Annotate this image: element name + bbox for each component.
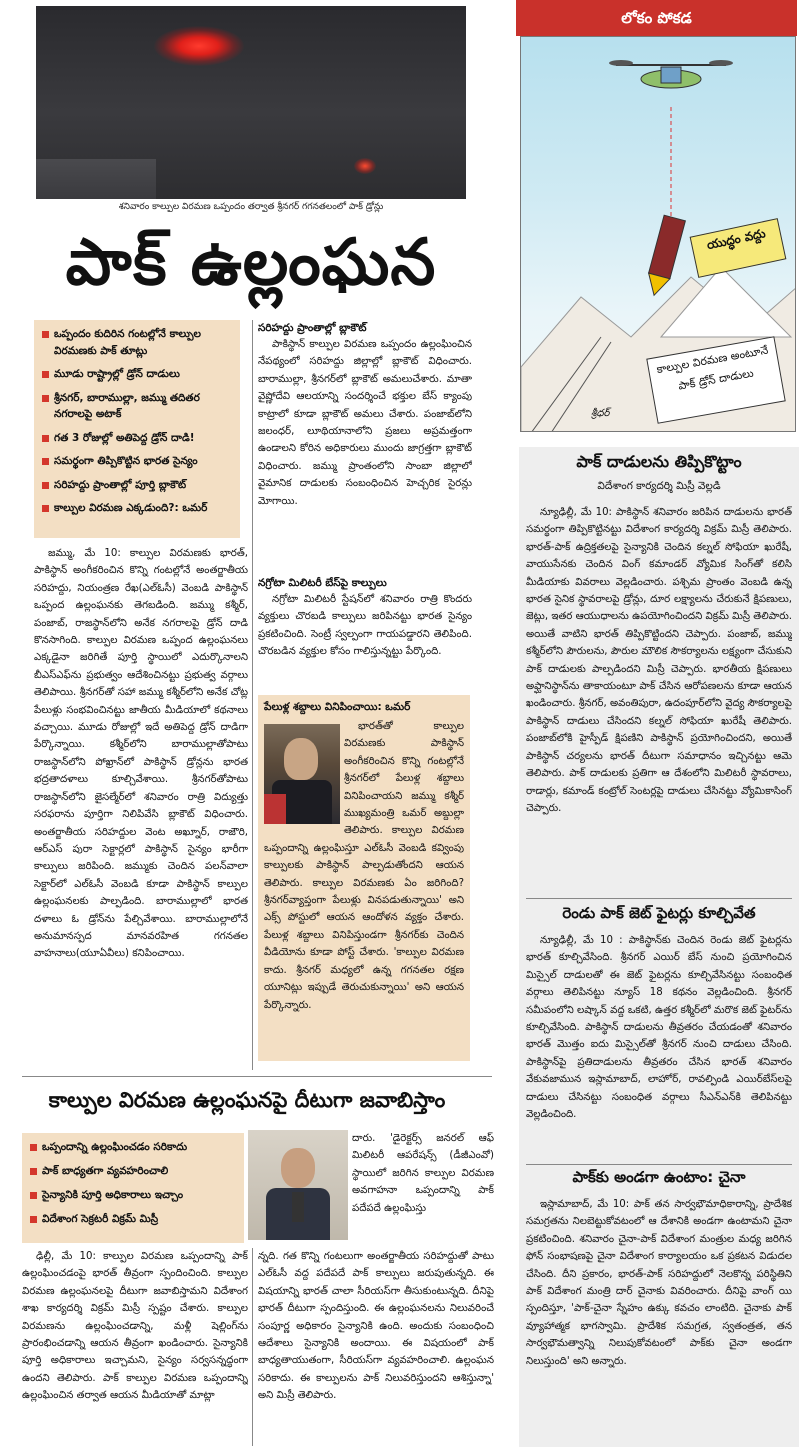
divider bbox=[526, 1164, 792, 1165]
china-body: ఇస్లామాబాద్, మే 10: పాక్ తన సార్వభౌమాధికారాన్ని, ప్రాదేశిక సమగ్రతను నిలబెట్టుకోవటంలో ఆ దేశానికి అండగా ఉంటామని చైనా ప్రకటించింది. శనివారం చైనా-పాక్ విదేశాంగ మంత్రుల మధ్య జరిగిన ఫోన్ సంభాషణపై చైనా విదేశాంగ కార్యాలయం ఒక ప్రకటన విడుదల చేసింది. దీని ప్రకారం, భారత్-పాక్ సరిహద్దులో నెలకొన్న పరిస్థితిని పాక్ విదేశాంగ మంత్రి దార్ చైనాకు వివరించారు. దీనిపై వాంగ్ యి స్పందిస్తూ, 'పాక్-చైనా స్నేహం ఉక్కు కవచం లాంటిది. చైనాకు పాక్ వ్యూహాత్మక భాగస్వామి. ప్రాదేశిక సమగ్రత, స్వతంత్రత, తన సార్వభౌమత్వాన్ని నిలుపుకోవటంలో పాక్‌కు చైనా అండగా నిలుస్తుంది' అని అన్నారు. bbox=[526, 1199, 792, 1367]
bottom-highlight-item: పాక్ బాధ్యతగా వ్యవహరించాలి bbox=[28, 1163, 238, 1179]
bottom-highlights-box bbox=[22, 1133, 244, 1243]
divider bbox=[22, 1076, 492, 1077]
bottom-highlight-item: విదేశాంగ సెక్రటరీ విక్రమ్ మిస్రీ bbox=[28, 1211, 238, 1227]
main-story-body: జమ్ము, మే 10: కాల్పుల విరమణకు భారత్, పాకిస్థాన్ అంగీకరించిన కొన్ని గంటల్లోనే అంతర్జాతీయ సరిహద్దు, నియంత్రణ రేఖ(ఎల్ఓసీ) వెంబడి పాకిస్థాన్ ఒప్పంద ఉల్లంఘనకు తెగబడింది. జమ్ము కశ్మీర్, పంజాబ్, రాజస్థాన్‌లోని అనేక నగరాలపై డ్రోన్ దాడి కొనసాగింది. కాల్పుల విరమణ ఒప్పంద ఉల్లంఘనలు ఎక్కడైనా జరిగితే పూర్తి స్థాయిలో ఎదుర్కొనాలని బీఎస్ఎఫ్‌ను ప్రభుత్వం ఆదేశించినట్టు ప్రభుత్వ వర్గాలు తెలిపాయి. శ్రీనగర్‌తో సహా జమ్ము కశ్మీర్‌లోని అనేక చోట్ల పేలుళ్లు సంభవించినట్టు జాతీయ మీడియాలో కథనాలు వచ్చాయి. మూడు రోజుల్లో ఇదే అతిపెద్ద డ్రోన్ దాడిగా పేర్కొన్నాయి. కశ్మీర్‌లోని బారాముల్లాతోపాటు రాజస్థాన్‌లోని పోఖ్రాన్‌లో పాకిస్థాన్ డ్రోన్లను భారత భద్రతాదళాలు కూల్చివేశాయి. శ్రీనగర్‌తోపాటు రాజస్థాన్‌లోని జైసల్మేర్‌లో శనివారం రాత్రి విద్యుత్తు సరఫరాను పూర్తిగా నిలిపివేసి బ్లాకౌట్ విధించారు. అంతర్జాతీయ సరిహద్దుల వెంట అఖ్నూర్, రాజౌరి, ఆర్ఎస్ పురా సెక్టార్లలో పాకిస్థాన్ సైన్యం భారీగా కాల్పులు జరిపింది. జమ్ముకు చెందిన పలన్‌వాలా సెక్టార్‌లో ఎల్ఓసీ వెంబడి కూడా పాకిస్థాన్ కాల్పుల ఉల్లంఘనలకు పాల్పడింది. బారాముల్లాలో భారత దళాలు ఓ డ్రోన్‌ను పేల్చివేశాయి. బారాముల్లాలోనే అనుమానస్పద మానవరహిత గగనతల వాహనాలు(యూఏవీలు) కనిపించాయి. bbox=[34, 548, 248, 960]
bottom-right-top-text: దారు. 'డైరెక్టర్స్ జనరల్ ఆఫ్ మిలిటరీ ఆపరేషన్స్ (డీజీఎంవో) స్థాయిలో జరిగిన కాల్పుల విరమణ అవగాహనా ఒప్పందాన్ని పాక్ పదేపదే ఉల్లంఘిస్తు bbox=[352, 1133, 494, 1214]
nagrota-subhead: నగ్రోటా మిలిటరీ బేస్‌పై కాల్పులు bbox=[258, 577, 387, 589]
bottom-headline: కాల్పుల విరమణ ఉల్లంఘనపై దీటుగా జవాబిస్తాం bbox=[48, 1088, 446, 1112]
bottom-left-body: ఢిల్లీ, మే 10: కాల్పుల విరమణ ఒప్పందాన్ని పాక్ ఉల్లంఘించడంపై భారత్ తీవ్రంగా స్పందించింది. కాల్పుల విరమణ ఉల్లంఘనలపై దీటుగా జవాబిస్తామని విదేశాంగ శాఖ కార్యదర్శి విక్రమ్ మిస్రీ స్పష్టం చేశారు. కాల్పుల విరమణను ఉల్లంఘించడాన్ని, మళ్లీ షెల్లింగ్‌ను ప్రారంభించడాన్ని ఆయన తీవ్రంగా ఖండించారు. సైన్యానికి పూర్తి అధికారాలు ఇచ్చామని, సైన్యం సర్వసన్నద్ధంగా ఉందని తెలిపారు. పాక్ కాల్పుల విరమణ ఒప్పందాన్ని ఉల్లంఘించిన తర్వాత ఆయన మీడియాతో మాట్లా bbox=[22, 1251, 248, 1402]
bottom-story-top-right bbox=[352, 1130, 494, 1242]
misri-photo bbox=[248, 1130, 348, 1240]
china-story bbox=[526, 1196, 792, 1446]
omar-body: భారత్‌తో కాల్పుల విరమణకు పాకిస్థాన్ అంగీకరించిన కొన్ని గంటల్లోనే శ్రీనగర్‌లో పేలుళ్ల శబ్దాలు వినిపించాయని జమ్ము కశ్మీర్ ముఖ్యమంత్రి ఒమర్ అబ్దుల్లా తెలిపారు. కాల్పుల విరమణ ఒప్పందాన్ని ఉల్లంఘిస్తూ ఎల్ఓసీ వెంబడి కవ్వింపు కాల్పులకు పాకిస్థాన్ పాల్పడుతోందని ఆయన తెలిపారు. కాల్పుల విరమణకు ఏం జరిగింది? శ్రీనగర్‌వ్యాప్తంగా పేలుళ్లు వినపడుతున్నాయి' అని ఎక్స్ పోస్టులో ఆయన ఆందోళన వ్యక్తం చేశారు. పేలుళ్ల శబ్దాలు వినిపిస్తుండగా శ్రీనగర్‌కు చెందిన వీడియోను కూడా పోస్ట్ చేశారు. 'కాల్పుల విరమణ కాదు. శ్రీనగర్ మధ్యలో ఉన్న గగనతల రక్షణ యూనిట్లు ఇప్పుడే తెరుచుకున్నాయి' అని ఆయన పేర్కొన్నారు. bbox=[264, 721, 464, 1011]
main-headline: పాక్ ఉల్లంఘన bbox=[65, 225, 437, 300]
highlight-item: శ్రీనగర్, బారాముల్లా, జమ్ము తదితర నగరాలపై అటాక్ bbox=[40, 390, 234, 423]
bottom-story-right bbox=[258, 1248, 494, 1448]
cartoon-panel bbox=[520, 36, 796, 432]
bottom-highlight-item: సైన్యానికి పూర్తి అధికారాలు ఇచ్చాం bbox=[28, 1187, 238, 1203]
highlight-item: కాల్పుల విరమణ ఎక్కడుంది?: ఒమర్ bbox=[40, 500, 234, 517]
repel-story bbox=[526, 504, 792, 894]
blackout-subhead: సరిహద్దు ప్రాంతాల్లో బ్లాకౌట్ bbox=[258, 322, 367, 334]
nagrota-body: నగ్రోటా మిలిటరీ స్టేషన్‌లో శనివారం రాత్రి కొందరు వ్యక్తులు చొరబడి కాల్పులు జరిపినట్టు భారత సైన్యం ప్రకటించింది. సెంట్రీ స్వల్పంగా గాయపడ్డారని తెలిపింది. చొరబడిన వ్యక్తుల కోసం గాలిస్తున్నట్టు పేర్కొంది. bbox=[258, 594, 472, 658]
blackout-body: పాకిస్థాన్ కాల్పుల విరమణ ఒప్పందం ఉల్లంఘించిన నేపథ్యంలో సరిహద్దు జిల్లాల్లో బ్లాకౌట్ విధించారు. బారాముల్లా, శ్రీనగర్‌లో బ్లాకౌట్ అమలుచేశారు. మాతా వైష్ణోదేవి ఆలయాన్ని సందర్శించే భక్తుల బేస్ క్యాంపు కాట్రాలో కూడా బ్లాకౌట్ అమలు చేశారు. పంజాబ్‌లోని జలంధర్, లూథియానాలోని ప్రజలు అప్రమత్తంగా ఉండాలని కోరిన అధికారులు ముందు జాగ్రత్తగా బ్లాకౌట్ విధించారు. జమ్ము ప్రాంతంలోని సాంబా జిల్లాలో వైమానిక దాడులకు సంబంధించిన హెచ్చరిక సైరన్లు మోగాయి. bbox=[258, 339, 472, 507]
cartoonist-signature: శ్రీధర్ bbox=[591, 408, 610, 419]
omar-subhead: పేలుళ్ల శబ్దాలు వినిపించాయి: ఒమర్ bbox=[264, 701, 411, 713]
bottom-story-left bbox=[22, 1248, 248, 1448]
building-silhouette bbox=[36, 159, 156, 199]
cartoon-sign: యుద్ధం వద్దు bbox=[690, 218, 787, 278]
nagrota-story bbox=[258, 575, 472, 687]
repel-headline: పాక్ దాడులను తిప్పికొట్టాం bbox=[576, 452, 742, 471]
highlight-item: సరిహద్దు ప్రాంతాల్లో పూర్తి బ్లాకౌట్ bbox=[40, 477, 234, 494]
photo-caption: శనివారం కాల్పుల విరమణ ఒప్పందం తర్వాత శ్రీనగర్ గగనతలంలో పాక్ డ్రోన్లు bbox=[118, 202, 384, 212]
bottom-highlight-item: ఒప్పందాన్ని ఉల్లంఘించడం సరికాదు bbox=[28, 1139, 238, 1155]
highlight-item: గత 3 రోజుల్లో అతిపెద్ద డ్రోన్ దాడి! bbox=[40, 430, 234, 447]
cartoon-banner: లోకం పోకడ bbox=[516, 0, 797, 36]
omar-story-text bbox=[264, 718, 464, 1058]
highlight-item: ఒప్పందం కుదిరిన గంటల్లోనే కాల్పుల విరమణకు పాక్ తూట్లు bbox=[40, 326, 234, 359]
jets-headline: రెండు పాక్ జెట్ ఫైటర్లు కూల్చివేత bbox=[562, 904, 756, 922]
jets-story bbox=[526, 932, 792, 1160]
microphone-icon bbox=[292, 1192, 304, 1222]
highlight-item: మూడు రాష్ట్రాల్లో డ్రోన్ దాడులు bbox=[40, 366, 234, 383]
bottom-right-body: న్నది. గత కొన్ని గంటలుగా అంతర్జాతీయ సరిహద్దుతో పాటు ఎల్ఓసీ వద్ద పదేపదే పాక్ కాల్పులు జరుపుతున్నది. ఈ విషయాన్ని భారత్ చాలా సీరియస్‌గా తీసుకుంటున్నది. దీనిపై భారత్ దీటుగా స్పందిస్తుంది. ఈ ఉల్లంఘనలను నిలువరించే సంపూర్ణ అధికారం సైన్యానికి ఉంది. అందుకు సంబంధించి ఆదేశాలు సైన్యానికి అందాయి. ఈ విషయంలో పాక్ బాధ్యతాయుతంగా, సీరియస్‌గా వ్యవహరించాలి. ఉల్లంఘన సరికాదు. ఈ కాల్పులను పాక్ నిలువరిస్తుందని ఆశిస్తున్నా' అని మిస్రీ తెలిపారు. bbox=[258, 1251, 494, 1402]
repel-body: న్యూఢిల్లీ, మే 10: పాకిస్థాన్ శనివారం జరిపిన దాడులను భారత్ సమర్థంగా తిప్పికొట్టినట్టు విదేశాంగ కార్యదర్శి విక్రమ్ మిస్రీ తెలిపారు. భారత్-పాక్ ఉద్రిక్తతలపై సైన్యానికి చెందిన కల్నల్ సోఫియా ఖురేషీ, వాయుసేనకు చెందిన వింగ్ కమాండర్ వ్యోమిక సింగ్‌తో కలిసి మీడియాకు వివరాలు వెల్లడించారు. పశ్చిమ ప్రాంతం వెంబడి ఉన్న భారత సైనిక స్థావరాలపై డ్రోన్లు, దూర లక్ష్యాలను చేరుకునే క్షిపణులు, జెట్లు, ఇతర ఆయుధాలను ఉపయోగించిందని విక్రమ్ మిస్రీ తెలిపారు. అయితే వాటిని భారత్ తిప్పికొట్టిందని చెప్పారు. పంజాబ్, జమ్ము కశ్మీర్‌లోని పౌరులను, పౌరుల మౌలిక సౌకర్యాలను లక్ష్యంగా చేసుకుని పాక్ దాడులకు పాల్పడిందని మిస్రీ చెప్పారు. భారతీయ క్షిపణులు అఫ్ఘానిస్థాన్‌ను తాకాయంటూ పాక్ చేసిన ఆరోపణలను కూడా ఆయన ఖండించారు. శ్రీనగర్, అవంతిపురా, ఉదంపూర్‌లోని వైద్య సౌకర్యాలపై పాకిస్థాన్ దాడులు చేసిందని కల్నల్ సోఫియా ఖురేషీ తెలిపారు. పంజాబ్‌లోకి హైస్పీడ్ క్షిపణిని పాకిస్థాన్ ప్రయోగించిందని, అయితే పాకిస్థాన్ చర్యలను భారత్ దీటుగా సమాధానం ఇచ్చినట్టు ఆమె తెలిపారు. పాక్ దాడులకు ప్రతిగా ఆ దేశంలోని మిలిటరీ స్థావరాలు, రాడార్లు, కమాండ్ కంట్రోల్ సెంటర్లపై దాడులు చేసినట్టు వ్యోమికాసింగ్ చెప్పారు. bbox=[526, 507, 792, 814]
blackout-story bbox=[258, 320, 472, 545]
drone-photo bbox=[36, 6, 466, 199]
main-story bbox=[34, 545, 248, 1070]
drone-light-large bbox=[154, 26, 244, 66]
drone-light-small bbox=[354, 158, 376, 174]
jets-body: న్యూఢిల్లీ, మే 10 : పాకిస్థాన్‌కు చెందిన రెండు జెట్ ఫైటర్లను భారత్ కూల్చివేసింది. శ్రీనగర్ ఎయిర్ బేస్ నుంచి ప్రయోగించిన మిస్సైల్ దాడులతో ఈ జెట్ ఫైటర్లను కూల్చివేసినట్టు సంబంధిత వర్గాలు తెలిపినట్టు న్యూస్ 18 కథనం వెల్లడించింది. శ్రీనగర్ సమీపంలోని లష్కాన్ వద్ద ఒకటి, ఉత్తర కశ్మీర్‌లో మరొక జెట్ ఫైటర్‌ను కూల్చివేసింది. పాకిస్థాన్ దాడులను తీవ్రతరం చేయడంతో శనివారం భారత్ మొత్తం ఐదు మిస్సైల్‌తో శ్రీనగర్ నుంచి దాడులు చేసింది. పాకిస్థాన్‌పై ప్రతిదాడులను తీవ్రతరం చేసిన భారత్ శనివారం వేకువజామున ఇస్లామాబాద్, లాహోర్, రావల్పిండి ఎయిర్‌బేస్‌లపై దాడులు చేసినట్టు సంబంధిత వర్గాలు సీఎన్ఎన్‌కి తెలిపినట్టు వెల్లడించింది. bbox=[526, 935, 792, 1121]
repel-subhead: విదేశాంగ కార్యదర్శి మిస్రీ వెల్లడి bbox=[597, 480, 721, 492]
cartoon-note: కాల్పుల విరమణ అంటూనే పాక్ డ్రోన్ దాడులు bbox=[646, 336, 785, 424]
column-divider bbox=[252, 1248, 253, 1446]
divider bbox=[526, 898, 792, 899]
misri-face-shape bbox=[281, 1148, 315, 1188]
china-headline: పాక్‌కు అండగా ఉంటాం: చైనా bbox=[572, 1168, 746, 1186]
highlight-item: సమర్థంగా తిప్పికొట్టిన భారత సైన్యం bbox=[40, 453, 234, 470]
highlights-box bbox=[34, 320, 240, 538]
column-divider bbox=[252, 320, 253, 1070]
